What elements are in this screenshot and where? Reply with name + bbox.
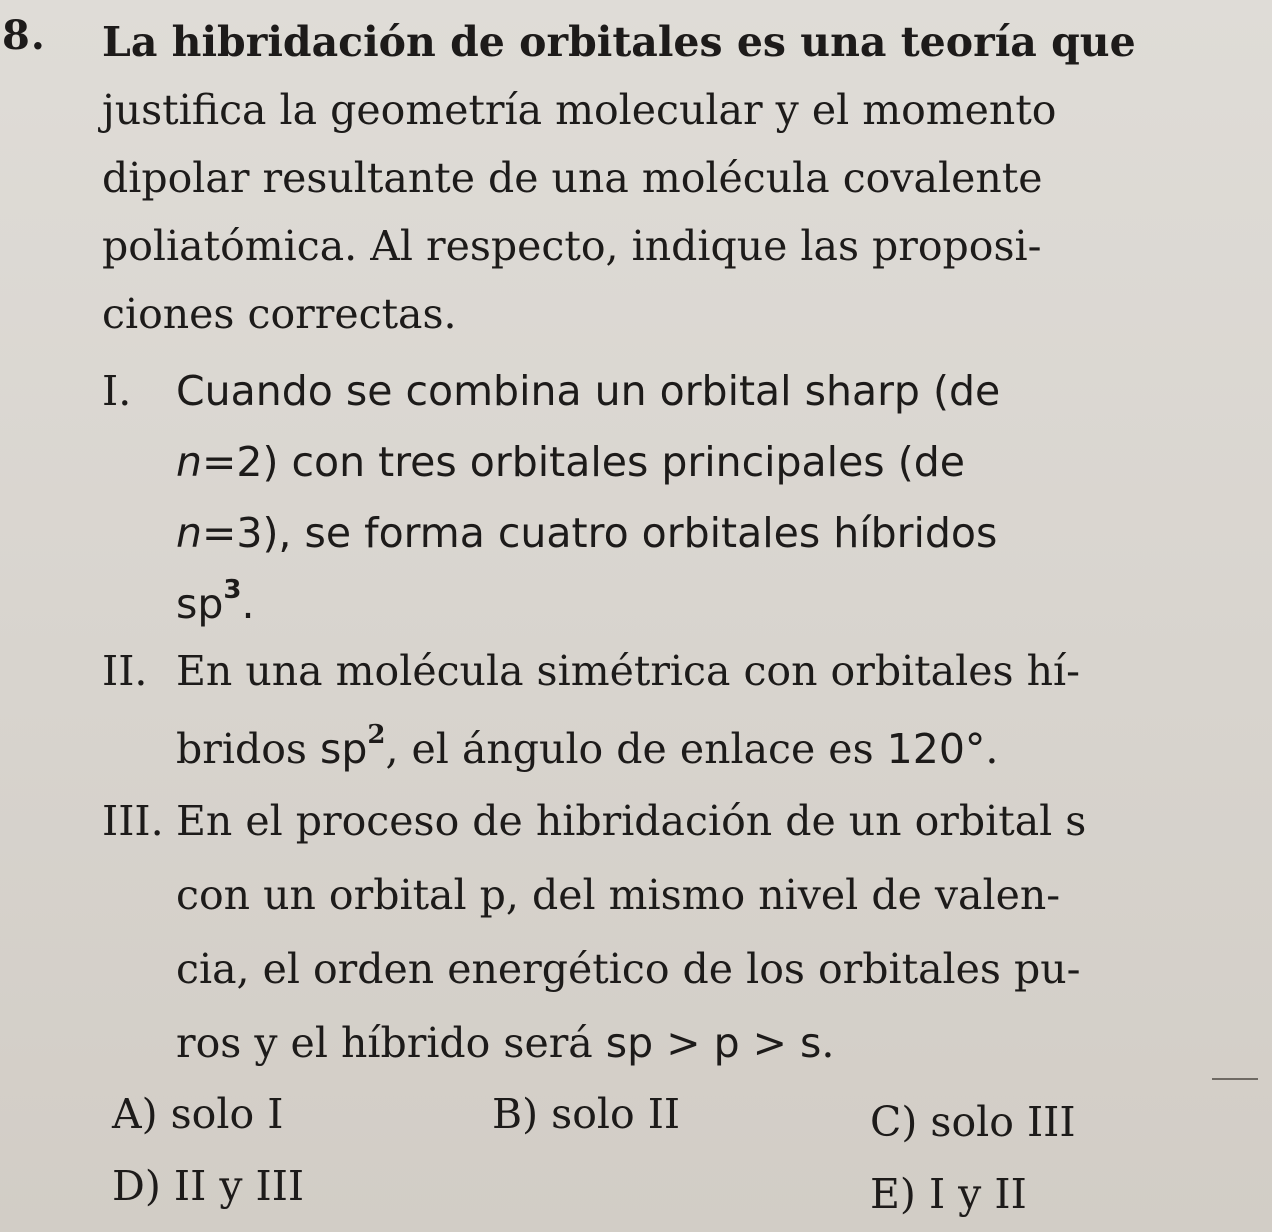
proposition-i-text: se forma cuatro orbitales híbridos <box>304 509 998 557</box>
proposition-iii-text: ros y el híbrido será <box>176 1019 593 1067</box>
proposition-iii-line-3: cia, el orden energético de los orbitales pu- <box>176 945 1081 993</box>
period: . <box>985 725 999 773</box>
proposition-label: I. <box>102 367 132 415</box>
proposition-iii-line-2: con un orbital p, del mismo nivel de valen- <box>176 871 1061 919</box>
superscript: 3 <box>223 575 242 605</box>
period: . <box>241 580 255 628</box>
hybrid-sp2: sp <box>319 725 368 773</box>
proposition-i-line-3 <box>176 498 1000 569</box>
proposition-i-line-2 <box>176 427 1000 498</box>
superscript: 2 <box>367 720 386 750</box>
period: . <box>821 1019 835 1067</box>
pen-mark <box>1212 1078 1258 1080</box>
proposition-label: III. <box>102 797 164 845</box>
equals-value: =3), <box>202 509 292 557</box>
proposition-iii-line-1: En el proceso de hibridación de un orbital s <box>176 797 1087 845</box>
option-a[interactable]: A) solo I <box>112 1090 284 1138</box>
proposition-i-line-1: Cuando se combina un orbital sharp (de <box>176 367 1001 415</box>
energy-order-expression: sp > p > s <box>605 1019 822 1067</box>
stem-line-3: dipolar resultante de una molécula covalente <box>102 154 1043 202</box>
question-stem <box>102 8 1212 348</box>
proposition-label: II. <box>102 647 148 695</box>
hybrid-sp3: sp <box>176 580 224 628</box>
proposition-i-line-4 <box>176 569 1000 640</box>
bond-angle: 120° <box>886 725 986 773</box>
option-b[interactable]: B) solo II <box>492 1090 681 1138</box>
proposition-ii-line-1: En una molécula simétrica con orbitales hí- <box>176 647 1080 695</box>
equals-value: =2) <box>202 438 279 486</box>
proposition-ii-line-2 <box>176 710 1080 788</box>
proposition-ii-text: bridos <box>176 725 307 773</box>
option-c[interactable]: C) solo III <box>870 1098 1076 1146</box>
proposition-iii-line-4 <box>176 1006 1086 1080</box>
option-d[interactable]: D) II y III <box>112 1162 305 1210</box>
stem-line-5: ciones correctas. <box>102 290 457 338</box>
stem-line-2: justifica la geometría molecular y el momento <box>102 86 1057 134</box>
option-e[interactable]: E) I y II <box>870 1170 1027 1218</box>
question-number: 8. <box>2 12 46 59</box>
variable-n: n <box>176 509 202 557</box>
proposition-ii-text: , el ángulo de enlace es <box>385 725 874 773</box>
stem-line-1: La hibridación de orbitales es una teoría que <box>102 18 1136 66</box>
stem-line-4: poliatómica. Al respecto, indique las proposi- <box>102 222 1042 270</box>
variable-n: n <box>176 438 202 486</box>
proposition-i-text: con tres orbitales principales (de <box>291 438 965 486</box>
